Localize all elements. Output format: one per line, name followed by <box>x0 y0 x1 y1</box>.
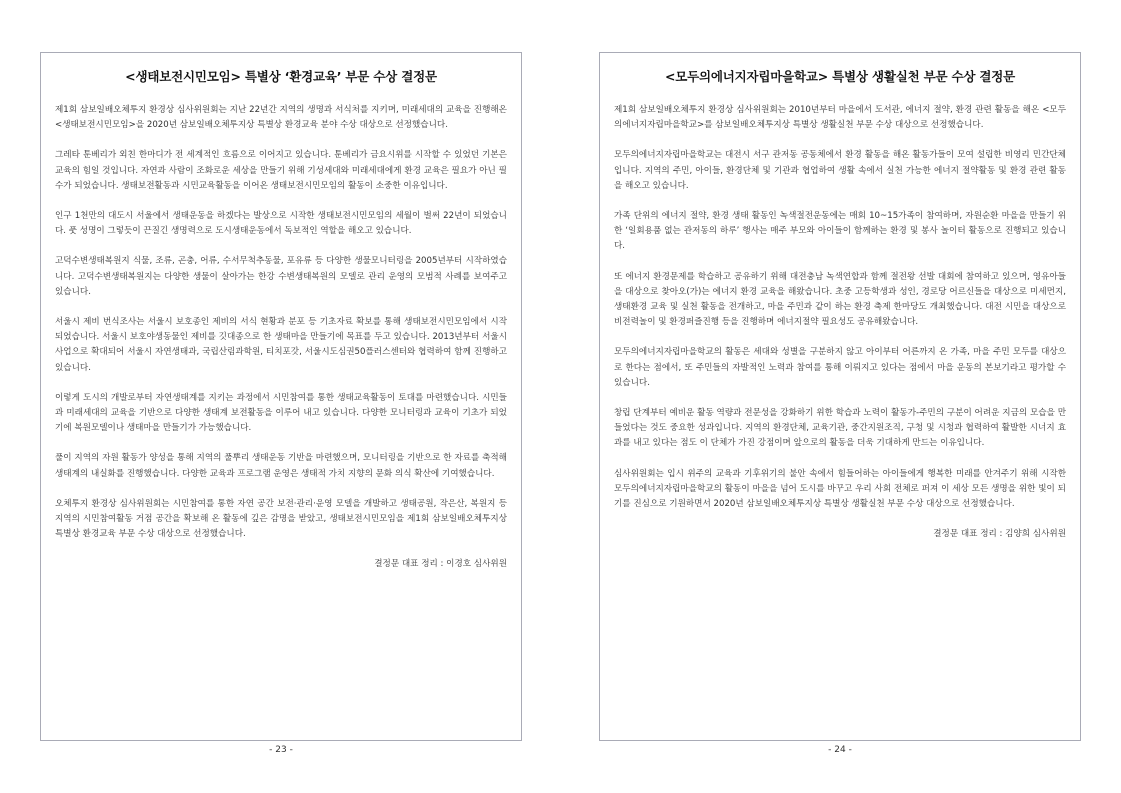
paragraph: 풀이 지역의 자원 활동가 양성을 통해 지역의 풀뿌리 생태운동 기반을 마련했으며, 모니터링을 기반으로 한 자료를 축적해 생태계의 내실화를 진행했습니다. 다양한 교육과 프로그램 운영은 생태적 가치 지향의 문화 의식 확산에 기여했습니다. <box>55 453 507 479</box>
page-number: - 23 - <box>269 745 293 755</box>
signature: 결정문 대표 정리 : 이경호 심사위원 <box>374 559 507 570</box>
paragraph: 창립 단계부터 예비운 활동 역량과 전문성을 강화하기 위한 학습과 노력이 활동가-주민의 구분이 어려운 지금의 모습을 만들었다는 것도 중요한 성과입니다. 지역의 환경단체, 교육기관, 중간지원조직, 구청 및 시청과 협력하여 활발한 시너지 효과를 내고 있다는 점도 이 단체가 가진 강점이며 앞으로의 활동을 더욱 기대하게 만드는 이유입니다. <box>614 408 1066 449</box>
page-number: - 24 - <box>828 745 852 755</box>
paragraph: 모두의에너지자립마을학교는 대전시 서구 관저동 공동체에서 환경 활동을 해온 활동가들이 모여 설립한 비영리 민간단체입니다. 지역의 주민, 아이들, 환경단체 및 기관과 협업하여 생활 속에서 실천 가능한 에너지 절약활동 및 환경 관련 활동을 해오고 있습니다. <box>614 150 1066 191</box>
page-title: <생태보전시민모임> 특별상 ‘환경교육’ 부문 수상 결정문 <box>125 69 437 84</box>
page-24 <box>599 52 1081 741</box>
paragraph: 모두의에너지자립마을학교의 활동은 세대와 성별을 구분하지 않고 아이부터 어른까지 온 가족, 마을 주민 모두를 대상으로 한다는 점에서, 또 주민들의 자발적인 노력과 참여를 통해 이뤄지고 있다는 점에서 마을 운동의 본보기라고 평가할 수 있습니다. <box>614 347 1066 388</box>
paragraph: 고덕수변생태복원지 식물, 조류, 곤충, 어류, 수서무척추동물, 포유류 등 다양한 생물모니터링을 2005년부터 시작하였습니다. 고덕수변생태복원지는 다양한 생물이 살아가는 한강 수변생태복원의 모델로 관리 운영의 모범적 사례를 보여주고 있습니다. <box>55 256 507 297</box>
paragraph: 오체투지 환경상 심사위원회는 시민참여를 통한 자연 공간 보전·관리·운영 모델을 개발하고 생태공원, 작은산, 복원지 등 지역의 시민참여활동 거점 공간을 확보해 온 활동에 깊은 감명을 받았고, 생태보전시민모임을 제1회 삼보일배오체투지상 특별상 환경교육 부문 수상 대상으로 선정했습니다. <box>55 498 507 540</box>
paragraph: 제1회 삼보일배오체투지 환경상 심사위원회는 지난 22년간 지역의 생명과 서식처를 지키며, 미래세대의 교육을 진행해온 <생태보전시민모임>을 2020년 삼보일배오체투지상 특별상 환경교육 분야 수상 대상으로 선정했습니다. <box>55 105 507 131</box>
page-title: <모두의에너지자립마을학교> 특별상 생활실천 부문 수상 결정문 <box>664 69 1016 84</box>
paragraph: 그레타 툰베리가 외친 한마디가 전 세계적인 흐름으로 이어지고 있습니다. 툰베리가 금요시위를 시작할 수 있었던 기본은 교육의 힘일 것입니다. 자연과 사람이 조화로운 세상을 만들기 위해 기성세대와 미래세대에게 환경 교육은 필요가 아닌 필수가 되었습니다. 생태보전활동과 시민교육활동을 이어온 생태보전시민모임의 활동이 소중한 이유입니다. <box>55 150 507 191</box>
paragraph: 심사위원회는 입시 위주의 교육과 기후위기의 불안 속에서 힘들어하는 아이들에게 행복한 미래를 안겨주기 위해 시작한 모두의에너지자립마을학교의 활동이 마을을 넘어 도시를 바꾸고 우리 사회 전체로 퍼져 이 세상 모든 생명을 위한 빛이 되기를 진심으로 기원하면서 2020년 삼보일배오체투지상 특별상 생활실천 부문 수상 대상으로 선정했습니다. <box>614 468 1066 510</box>
paragraph: 이렇게 도시의 개발로부터 자연생태계를 지키는 과정에서 시민참여를 통한 생태교육활동이 토대를 마련했습니다. 시민들과 미래세대의 교육을 기반으로 다양한 생태계 보전활동을 이루어 내고 있습니다. 다양한 모니터링과 교육이 기초가 되었기에 복원모델이나 생태마을 만들기가 가능했습니다. <box>55 392 507 434</box>
signature: 결정문 대표 정리 : 김양희 심사위원 <box>933 529 1066 540</box>
paragraph: 인구 1천만의 대도시 서울에서 생태운동을 하겠다는 발상으로 시작한 생태보전시민모임의 세월이 벌써 22년이 되었습니다. 풋 성명이 그렇듯이 끈질긴 생명력으로 도시생태운동에서 독보적인 역할을 해오고 있습니다. <box>55 211 507 237</box>
paragraph: 제1회 삼보일배오체투지 환경상 심사위원회는 2010년부터 마을에서 도서관, 에너지 절약, 환경 관련 활동을 해온 <모두의에너지자립마을학교>를 삼보일배오체투지상 특별상 생활실천 부문 수상 대상으로 선정했습니다. <box>614 105 1066 131</box>
paragraph: 서울시 제비 번식조사는 서울시 보호종인 제비의 서식 현황과 분포 등 기초자료 확보를 통해 생태보전시민모임에서 시작되었습니다. 서울시 보호야생동물인 제비를 깃대종으로 한 생태마을 만들기에 목표를 두고 있습니다. 2013년부터 서울시 사업으로 확대되어 서울시 자연생태과, 국립산림과학원, 티치포갓, 서울시도심권50플러스센터와 협력하여 함께 진행하고 있습니다. <box>55 317 507 373</box>
paragraph: 가족 단위의 에너지 절약, 환경 생태 활동인 녹색절전운동에는 매회 10~15가족이 참여하며, 자원순환 마을을 만들기 위한 ‘일회용품 없는 관저동의 하루’ 행사는 매주 부모와 아이들이 함께하는 환경 및 봉사 놀이터 활동으로 진행되고 있습니다. <box>614 211 1066 252</box>
paragraph: 또 에너지 환경문제를 학습하고 공유하기 위해 대전충남 녹색연합과 함께 절전왕 선발 대회에 참여하고 있으며, 영유아들을 대상으로 찾아오(가)는 에너지 환경 교육을 해왔습니다. 초중 고등학생과 성인, 경로당 어르신들을 대상으로 미세먼지, 생태환경 교육 및 실천 활동을 전개하고, 마을 주민과 같이 하는 환경 축제 한마당도 개최했습니다. 대전 시민을 대상으로 비전력놀이 및 환경퍼즐진행 등을 진행하며 에너지절약 필요성도 공유해왔습니다. <box>614 271 1066 328</box>
page-23 <box>40 52 522 741</box>
